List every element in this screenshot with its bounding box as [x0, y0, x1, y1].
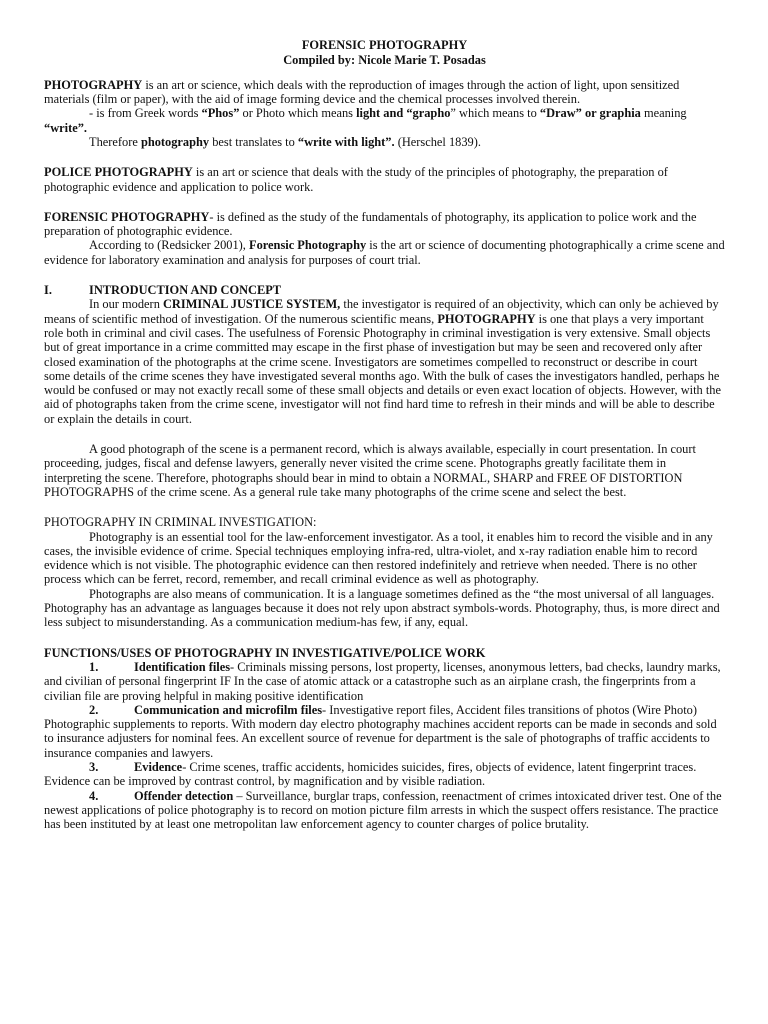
- introduction-paragraph-2: A good photograph of the scene is a permanent record, which is always available, especially in court presentation. In court proceeding, judges, fiscal and defense lawyers, generally never visited the crime scene. Photographs greatly facilitate them in interpreting the scene. Therefore, photographs should bear in mind to obtain a NORMAL, SHARP and FREE OF DISTORTION PHOTOGRAPHS of the crime scene. As a general rule take many photographs of the crime scene and select the best.: [44, 442, 696, 499]
- section-heading-introduction: [44, 283, 725, 297]
- term-police-photography: POLICE PHOTOGRAPHY: [44, 165, 193, 180]
- police-photography-definition: POLICE PHOTOGRAPHY is an art or science that deals with the study of the principles of photography, the preparation of photographic evidence and application to police work.: [44, 165, 668, 194]
- photography-definition: PHOTOGRAPHY is an art or science, which deals with the reproduction of images through the action of light, upon sensitized materials (film or paper), with the aid of image forming device and the chemical processes involved therein.: [44, 77, 680, 107]
- introduction-paragraph-1: In our modern CRIMINAL JUSTICE SYSTEM, the investigator is required of an objectivity, which can only be achieved by means of scientific method of investigation. Of the numerous scientific means, PHOTOGRAPHY is one that plays a very important role both in criminal and civil cases. The usefulness of Forensic Photography in criminal investigation is very extensive. Small objects but of great importance in a crime committed may escape in the first phase of investigation but may be seen and recovered only after closed examination of the photographs at the crime scene. Investigators are sometimes compelled to reconstruct or describe in court some details of the crime scenes they have investigated several months ago. With the bulk of cases the investigators handled, perhaps he would be confused or may not exactly recall some of these small objects and details or even exact location of objects. However, with the aid of photographs taken from the crime scene, investigator will not find hard time to refresh in their minds and will be able to describe or explain the details in court.: [44, 297, 721, 426]
- term-photography: PHOTOGRAPHY: [44, 77, 143, 92]
- section-title: INTRODUCTION AND CONCEPT: [89, 283, 282, 298]
- function-item-1: 1. Identification files- Criminals missing persons, lost property, licenses, anonymous letters, bad checks, laundry marks, and civilian of personal fingerprint IF In the case of atomic attack or a catastrophe such as an airplane crash, the fingerprints from a civilian file are proving helpful in making positive identification: [44, 659, 721, 703]
- function-item-3: 3. Evidence- Crime scenes, traffic accidents, homicides suicides, fires, objects of evidence, latent fingerprint traces. Evidence can be improved by contrast control, by magnification and by visible radiation.: [44, 759, 697, 789]
- criminal-investigation-paragraph-2: Photographs are also means of communication. It is a language sometimes defined as the “the most universal of all languages. Photography has an advantage as languages because it does not rely upon abstract symbols-words. Photography, thus, is more direct and less subject to misunderstanding. As a communication medium-has few, if any, equal.: [44, 586, 720, 630]
- redsicker-definition: According to (Redsicker 2001), Forensic Photography is the art or science of documenting photographically a crime scene and evidence for laboratory examination and analysis for purposes of court trial.: [44, 238, 725, 267]
- document-title: FORENSIC PHOTOGRAPHY: [301, 38, 468, 52]
- criminal-investigation-paragraph-1: Photography is an essential tool for the law-enforcement investigator. As a tool, it enables him to record the visible and in any cases, the invisible evidence of crime. Special techniques employing infra-red, ultra-violet, and x-ray radiation enable him to record evidence which is not visible. The photographic evidence can then restored indefinitely and retrieve when needed. There is no other process which can be ferret, record, remember, and recall criminal evidence as well as photography.: [44, 529, 713, 587]
- function-item-2: 2. Communication and microfilm files- Investigative report files, Accident files transitions of photos (Wire Photo) Photographic supplements to reports. With modern day electro photography machines accident reports can be made in seconds and sold to insurance adjusters for nominal fees. An excellent source of revenue for department is the sale of photographs of traffic accidents to insurance companies and lawyers.: [44, 702, 717, 760]
- greek-origin: - is from Greek words “Phos” or Photo which means light and “grapho” which means to “Draw” or graphia meaning “write”.: [44, 106, 687, 135]
- functions-heading: FUNCTIONS/USES OF PHOTOGRAPHY IN INVESTIGATIVE/POLICE WORK: [44, 645, 486, 660]
- compiled-by: Compiled by: Nicole Marie T. Posadas: [283, 53, 486, 68]
- document-page: [44, 38, 725, 831]
- term-forensic-photography: FORENSIC PHOTOGRAPHY: [44, 209, 210, 224]
- translation-note: Therefore photography best translates to “write with light”. (Herschel 1839).: [89, 135, 481, 149]
- section-number: I.: [44, 283, 52, 298]
- criminal-investigation-heading: PHOTOGRAPHY IN CRIMINAL INVESTIGATION:: [44, 515, 317, 530]
- forensic-photography-definition: FORENSIC PHOTOGRAPHY- is defined as the study of the fundamentals of photography, its application to police work and the preparation of photographic evidence.: [44, 209, 697, 239]
- function-item-4: 4. Offender detection – Surveillance, burglar traps, confession, reenactment of crimes intoxicated driver test. One of the newest applications of police photography is to record on motion picture film arrests in which the suspect offers resistance. The practice has been instituted by at least one metropolitan law enforcement agency to counter charges of police brutality.: [44, 788, 722, 832]
